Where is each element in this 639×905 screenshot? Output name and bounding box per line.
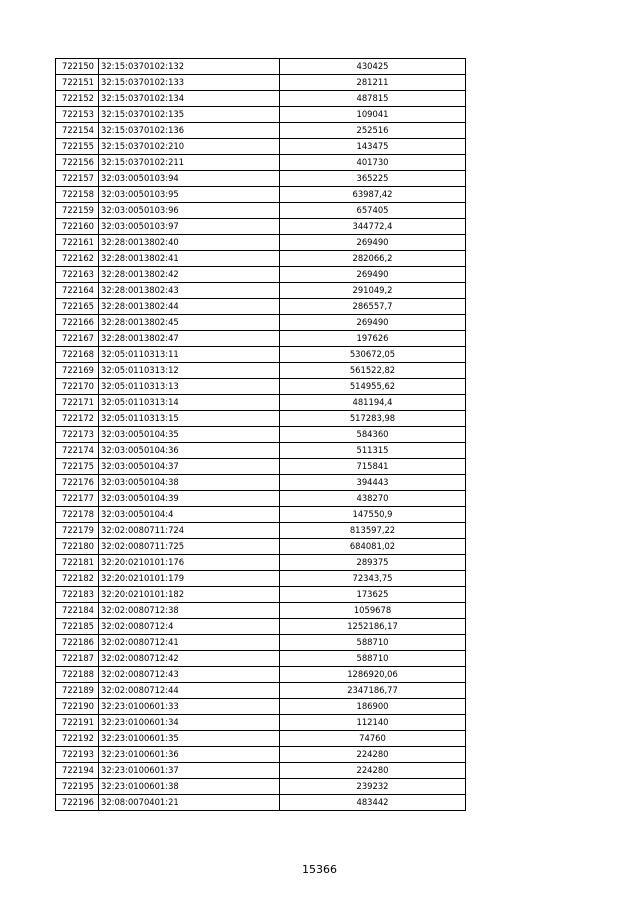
value-cell: 344772,4 bbox=[280, 219, 466, 235]
value-cell: 286557,7 bbox=[280, 299, 466, 315]
table-row bbox=[56, 203, 466, 219]
value-cell: 72343,75 bbox=[280, 571, 466, 587]
value-cell: 511315 bbox=[280, 443, 466, 459]
cadastral-number-cell: 32:15:0370102:136 bbox=[99, 123, 280, 139]
value-cell: 186900 bbox=[280, 699, 466, 715]
cadastral-number-cell: 32:23:0100601:36 bbox=[99, 747, 280, 763]
table-row bbox=[56, 443, 466, 459]
table-row bbox=[56, 747, 466, 763]
table-row bbox=[56, 315, 466, 331]
table-row bbox=[56, 427, 466, 443]
row-id-cell: 722174 bbox=[56, 443, 99, 459]
cadastral-number-cell: 32:02:0080712:4 bbox=[99, 619, 280, 635]
cadastral-number-cell: 32:23:0100601:34 bbox=[99, 715, 280, 731]
cadastral-number-cell: 32:23:0100601:35 bbox=[99, 731, 280, 747]
row-id-cell: 722175 bbox=[56, 459, 99, 475]
row-id-cell: 722184 bbox=[56, 603, 99, 619]
table-row bbox=[56, 763, 466, 779]
table-row bbox=[56, 651, 466, 667]
cadastral-number-cell: 32:05:0110313:15 bbox=[99, 411, 280, 427]
table-row bbox=[56, 91, 466, 107]
row-id-cell: 722179 bbox=[56, 523, 99, 539]
row-id-cell: 722157 bbox=[56, 171, 99, 187]
row-id-cell: 722190 bbox=[56, 699, 99, 715]
row-id-cell: 722192 bbox=[56, 731, 99, 747]
value-cell: 481194,4 bbox=[280, 395, 466, 411]
row-id-cell: 722188 bbox=[56, 667, 99, 683]
row-id-cell: 722156 bbox=[56, 155, 99, 171]
cadastral-number-cell: 32:15:0370102:135 bbox=[99, 107, 280, 123]
row-id-cell: 722155 bbox=[56, 139, 99, 155]
cadastral-number-cell: 32:20:0210101:182 bbox=[99, 587, 280, 603]
table-row bbox=[56, 363, 466, 379]
row-id-cell: 722194 bbox=[56, 763, 99, 779]
row-id-cell: 722181 bbox=[56, 555, 99, 571]
cadastral-number-cell: 32:03:0050104:39 bbox=[99, 491, 280, 507]
value-cell: 517283,98 bbox=[280, 411, 466, 427]
table-row bbox=[56, 331, 466, 347]
row-id-cell: 722168 bbox=[56, 347, 99, 363]
table-row bbox=[56, 619, 466, 635]
value-cell: 282066,2 bbox=[280, 251, 466, 267]
table-row bbox=[56, 251, 466, 267]
value-cell: 173625 bbox=[280, 587, 466, 603]
cadastral-number-cell: 32:05:0110313:11 bbox=[99, 347, 280, 363]
table-row bbox=[56, 507, 466, 523]
cadastral-number-cell: 32:23:0100601:38 bbox=[99, 779, 280, 795]
cadastral-number-cell: 32:28:0013802:41 bbox=[99, 251, 280, 267]
row-id-cell: 722180 bbox=[56, 539, 99, 555]
table-row bbox=[56, 459, 466, 475]
row-id-cell: 722164 bbox=[56, 283, 99, 299]
cadastral-number-cell: 32:15:0370102:210 bbox=[99, 139, 280, 155]
row-id-cell: 722176 bbox=[56, 475, 99, 491]
row-id-cell: 722153 bbox=[56, 107, 99, 123]
value-cell: 365225 bbox=[280, 171, 466, 187]
table-row bbox=[56, 571, 466, 587]
row-id-cell: 722196 bbox=[56, 795, 99, 811]
row-id-cell: 722159 bbox=[56, 203, 99, 219]
value-cell: 289375 bbox=[280, 555, 466, 571]
table-row bbox=[56, 795, 466, 811]
registry-table bbox=[55, 58, 466, 811]
value-cell: 584360 bbox=[280, 427, 466, 443]
table-row bbox=[56, 107, 466, 123]
value-cell: 487815 bbox=[280, 91, 466, 107]
cadastral-number-cell: 32:02:0080711:725 bbox=[99, 539, 280, 555]
cadastral-number-cell: 32:05:0110313:13 bbox=[99, 379, 280, 395]
table-row bbox=[56, 683, 466, 699]
cadastral-number-cell: 32:15:0370102:134 bbox=[99, 91, 280, 107]
value-cell: 224280 bbox=[280, 763, 466, 779]
table-row bbox=[56, 219, 466, 235]
row-id-cell: 722167 bbox=[56, 331, 99, 347]
value-cell: 197626 bbox=[280, 331, 466, 347]
row-id-cell: 722166 bbox=[56, 315, 99, 331]
table-row bbox=[56, 715, 466, 731]
value-cell: 483442 bbox=[280, 795, 466, 811]
cadastral-number-cell: 32:20:0210101:179 bbox=[99, 571, 280, 587]
cadastral-number-cell: 32:02:0080712:38 bbox=[99, 603, 280, 619]
table-row bbox=[56, 155, 466, 171]
row-id-cell: 722193 bbox=[56, 747, 99, 763]
value-cell: 684081,02 bbox=[280, 539, 466, 555]
value-cell: 109041 bbox=[280, 107, 466, 123]
table-row bbox=[56, 75, 466, 91]
row-id-cell: 722152 bbox=[56, 91, 99, 107]
table-row bbox=[56, 123, 466, 139]
cadastral-number-cell: 32:15:0370102:133 bbox=[99, 75, 280, 91]
cadastral-number-cell: 32:02:0080712:44 bbox=[99, 683, 280, 699]
cadastral-number-cell: 32:05:0110313:14 bbox=[99, 395, 280, 411]
row-id-cell: 722186 bbox=[56, 635, 99, 651]
cadastral-number-cell: 32:03:0050103:95 bbox=[99, 187, 280, 203]
row-id-cell: 722183 bbox=[56, 587, 99, 603]
value-cell: 281211 bbox=[280, 75, 466, 91]
table-row bbox=[56, 491, 466, 507]
value-cell: 715841 bbox=[280, 459, 466, 475]
registry-table-body bbox=[56, 59, 466, 811]
cadastral-number-cell: 32:28:0013802:43 bbox=[99, 283, 280, 299]
cadastral-number-cell: 32:28:0013802:47 bbox=[99, 331, 280, 347]
row-id-cell: 722178 bbox=[56, 507, 99, 523]
value-cell: 430425 bbox=[280, 59, 466, 75]
row-id-cell: 722187 bbox=[56, 651, 99, 667]
row-id-cell: 722165 bbox=[56, 299, 99, 315]
value-cell: 63987,42 bbox=[280, 187, 466, 203]
table-row bbox=[56, 667, 466, 683]
value-cell: 394443 bbox=[280, 475, 466, 491]
row-id-cell: 722185 bbox=[56, 619, 99, 635]
value-cell: 112140 bbox=[280, 715, 466, 731]
value-cell: 1286920,06 bbox=[280, 667, 466, 683]
row-id-cell: 722158 bbox=[56, 187, 99, 203]
row-id-cell: 722171 bbox=[56, 395, 99, 411]
row-id-cell: 722182 bbox=[56, 571, 99, 587]
row-id-cell: 722163 bbox=[56, 267, 99, 283]
page-number: 15366 bbox=[302, 863, 337, 876]
table-row bbox=[56, 635, 466, 651]
table-row bbox=[56, 283, 466, 299]
cadastral-number-cell: 32:03:0050104:37 bbox=[99, 459, 280, 475]
row-id-cell: 722195 bbox=[56, 779, 99, 795]
value-cell: 269490 bbox=[280, 235, 466, 251]
table-row bbox=[56, 475, 466, 491]
cadastral-number-cell: 32:23:0100601:33 bbox=[99, 699, 280, 715]
table-row bbox=[56, 395, 466, 411]
cadastral-number-cell: 32:23:0100601:37 bbox=[99, 763, 280, 779]
table-row bbox=[56, 539, 466, 555]
table-row bbox=[56, 267, 466, 283]
row-id-cell: 722172 bbox=[56, 411, 99, 427]
cadastral-number-cell: 32:02:0080712:42 bbox=[99, 651, 280, 667]
value-cell: 1059678 bbox=[280, 603, 466, 619]
row-id-cell: 722177 bbox=[56, 491, 99, 507]
table-row bbox=[56, 379, 466, 395]
row-id-cell: 722170 bbox=[56, 379, 99, 395]
cadastral-number-cell: 32:05:0110313:12 bbox=[99, 363, 280, 379]
value-cell: 224280 bbox=[280, 747, 466, 763]
cadastral-number-cell: 32:20:0210101:176 bbox=[99, 555, 280, 571]
row-id-cell: 722154 bbox=[56, 123, 99, 139]
value-cell: 657405 bbox=[280, 203, 466, 219]
value-cell: 291049,2 bbox=[280, 283, 466, 299]
value-cell: 2347186,77 bbox=[280, 683, 466, 699]
value-cell: 561522,82 bbox=[280, 363, 466, 379]
cadastral-number-cell: 32:15:0370102:132 bbox=[99, 59, 280, 75]
table-row bbox=[56, 555, 466, 571]
row-id-cell: 722173 bbox=[56, 427, 99, 443]
row-id-cell: 722162 bbox=[56, 251, 99, 267]
cadastral-number-cell: 32:03:0050103:94 bbox=[99, 171, 280, 187]
row-id-cell: 722151 bbox=[56, 75, 99, 91]
table-row bbox=[56, 347, 466, 363]
cadastral-number-cell: 32:03:0050104:4 bbox=[99, 507, 280, 523]
value-cell: 269490 bbox=[280, 315, 466, 331]
table-row bbox=[56, 411, 466, 427]
table-row bbox=[56, 731, 466, 747]
table-row bbox=[56, 171, 466, 187]
value-cell: 438270 bbox=[280, 491, 466, 507]
table-row bbox=[56, 587, 466, 603]
cadastral-number-cell: 32:02:0080712:41 bbox=[99, 635, 280, 651]
row-id-cell: 722169 bbox=[56, 363, 99, 379]
cadastral-number-cell: 32:02:0080711:724 bbox=[99, 523, 280, 539]
value-cell: 401730 bbox=[280, 155, 466, 171]
value-cell: 588710 bbox=[280, 635, 466, 651]
row-id-cell: 722161 bbox=[56, 235, 99, 251]
value-cell: 813597,22 bbox=[280, 523, 466, 539]
cadastral-number-cell: 32:03:0050104:38 bbox=[99, 475, 280, 491]
table-row bbox=[56, 187, 466, 203]
value-cell: 514955,62 bbox=[280, 379, 466, 395]
cadastral-number-cell: 32:03:0050104:35 bbox=[99, 427, 280, 443]
value-cell: 147550,9 bbox=[280, 507, 466, 523]
table-row bbox=[56, 603, 466, 619]
table-row bbox=[56, 139, 466, 155]
table-row bbox=[56, 235, 466, 251]
row-id-cell: 722160 bbox=[56, 219, 99, 235]
value-cell: 530672,05 bbox=[280, 347, 466, 363]
table-row bbox=[56, 523, 466, 539]
value-cell: 252516 bbox=[280, 123, 466, 139]
cadastral-number-cell: 32:15:0370102:211 bbox=[99, 155, 280, 171]
table-row bbox=[56, 299, 466, 315]
table-row bbox=[56, 699, 466, 715]
cadastral-number-cell: 32:28:0013802:44 bbox=[99, 299, 280, 315]
cadastral-number-cell: 32:03:0050103:97 bbox=[99, 219, 280, 235]
table-row bbox=[56, 59, 466, 75]
table-row bbox=[56, 779, 466, 795]
cadastral-number-cell: 32:02:0080712:43 bbox=[99, 667, 280, 683]
value-cell: 143475 bbox=[280, 139, 466, 155]
row-id-cell: 722150 bbox=[56, 59, 99, 75]
row-id-cell: 722189 bbox=[56, 683, 99, 699]
cadastral-number-cell: 32:08:0070401:21 bbox=[99, 795, 280, 811]
value-cell: 239232 bbox=[280, 779, 466, 795]
cadastral-number-cell: 32:03:0050104:36 bbox=[99, 443, 280, 459]
cadastral-number-cell: 32:28:0013802:40 bbox=[99, 235, 280, 251]
value-cell: 269490 bbox=[280, 267, 466, 283]
cadastral-number-cell: 32:28:0013802:42 bbox=[99, 267, 280, 283]
cadastral-number-cell: 32:28:0013802:45 bbox=[99, 315, 280, 331]
value-cell: 588710 bbox=[280, 651, 466, 667]
cadastral-number-cell: 32:03:0050103:96 bbox=[99, 203, 280, 219]
value-cell: 74760 bbox=[280, 731, 466, 747]
row-id-cell: 722191 bbox=[56, 715, 99, 731]
value-cell: 1252186,17 bbox=[280, 619, 466, 635]
